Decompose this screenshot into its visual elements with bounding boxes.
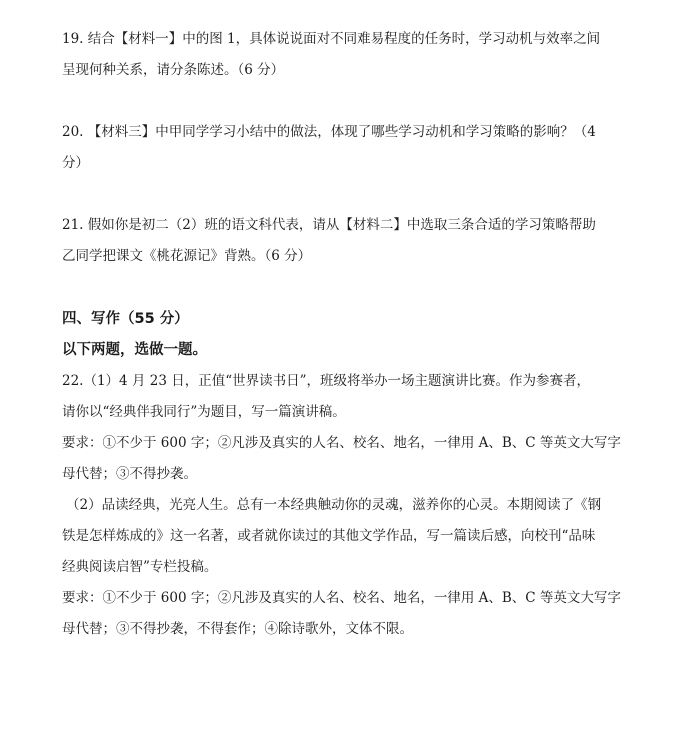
- q20-line-1: 20. 【材料三】中甲同学学习小结中的做法，体现了哪些学习动机和学习策略的影响？（4: [62, 124, 596, 140]
- section-4-title: 四、写作（55 分）: [62, 311, 189, 327]
- q22-part1-line-1: 22.（1）4 月 23 日，正值“世界读书日”，班级将举办一场主题演讲比赛。作为参赛者，: [62, 373, 591, 389]
- q22-part2-requirement-1: 要求：①不少于 600 字；②凡涉及真实的人名、校名、地名，一律用 A、B、C 等英文大写字: [62, 590, 621, 606]
- section-4-instruction: 以下两题，选做一题。: [62, 342, 207, 358]
- q22-part2-line-2: 铁是怎样炼成的》这一名著，或者就你读过的其他文学作品，写一篇读后感，向校刊“品味: [62, 528, 596, 544]
- q22-part1-requirement-2: 母代替；③不得抄袭。: [62, 466, 197, 482]
- q22-part2-requirement-2: 母代替；③不得抄袭，不得套作；④除诗歌外，文体不限。: [62, 621, 413, 637]
- q22-part1-requirement-1: 要求：①不少于 600 字；②凡涉及真实的人名、校名、地名，一律用 A、B、C 等英文大写字: [62, 435, 621, 451]
- q21-line-2: 乙同学把课文《桃花源记》背熟。（6 分）: [62, 248, 312, 264]
- q19-line-1: 19. 结合【材料一】中的图 1，具体说说面对不同难易程度的任务时，学习动机与效率之间: [62, 31, 601, 47]
- q21-line-1: 21. 假如你是初二（2）班的语文科代表，请从【材料二】中选取三条合适的学习策略帮助: [62, 217, 596, 233]
- q22-part2-line-1: （2）品读经典，光亮人生。总有一本经典触动你的灵魂，滋养你的心灵。本期阅读了《钢: [66, 497, 602, 513]
- q19-line-2: 呈现何种关系，请分条陈述。（6 分）: [62, 62, 285, 78]
- q22-part2-line-3: 经典阅读启智”专栏投稿。: [62, 559, 218, 575]
- q22-part1-line-2: 请你以“经典伴我同行”为题目，写一篇演讲稿。: [62, 404, 346, 420]
- q20-line-2: 分）: [62, 155, 89, 171]
